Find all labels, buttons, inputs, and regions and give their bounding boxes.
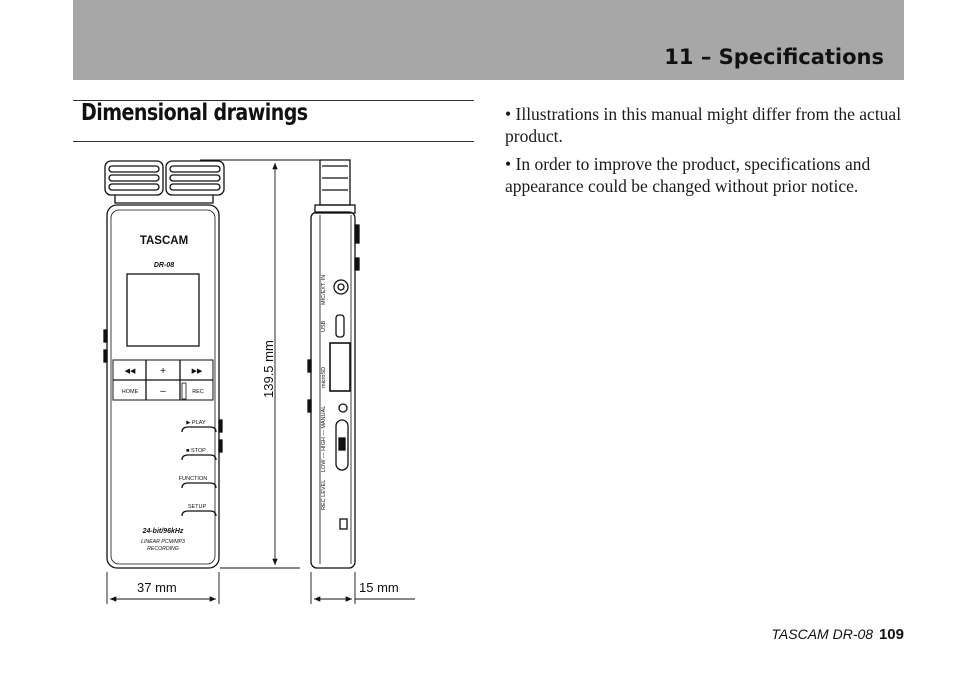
home-button: HOME [121, 389, 139, 395]
microphone-right-icon [166, 161, 224, 195]
microphone-left-icon [105, 161, 163, 195]
spec-line-1: 24-bit/96kHz [142, 528, 184, 535]
depth-dimension: 15 mm [359, 580, 399, 595]
low-high-manual-label: LOW — HIGH — MANUAL [321, 405, 327, 472]
spec-line-2: LINEAR PCM/MP3 [141, 539, 185, 545]
footer-brand: TASCAM DR-08 [771, 626, 874, 642]
play-button: ▶ PLAY [186, 420, 206, 426]
device-brand-label: TASCAM [139, 235, 189, 247]
mic-ext-in-label: MIC/EXT. IN [321, 274, 327, 305]
function-button: FUNCTION [178, 476, 208, 482]
side-body [311, 212, 355, 568]
micro-sd-label: microSD [321, 366, 327, 388]
prev-button: ◀◀ [124, 368, 136, 375]
device-model-label: DR-08 [153, 262, 175, 269]
note-item: • In order to improve the product, specifications and appearance could be changed without prior notice. [505, 154, 871, 196]
device-screen [127, 274, 199, 346]
minus-button: – [160, 386, 166, 397]
note-item: • Illustrations in this manual might differ from the actual product. [505, 104, 902, 146]
chapter-title: 11 – Specifications [664, 45, 884, 69]
section-title: Dimensional drawings [81, 100, 308, 126]
height-dimension: 139.5 mm [261, 340, 276, 398]
side-view [308, 160, 359, 568]
rec-level-label: REC LEVEL [321, 479, 327, 510]
spec-line-3: RECORDING [147, 546, 179, 552]
setup-button: SETUP [187, 504, 207, 510]
footer [771, 626, 904, 643]
next-button: ▶▶ [191, 368, 203, 375]
width-dimension: 37 mm [137, 580, 177, 595]
usb-label: USB [321, 320, 327, 332]
rec-button: REC [192, 389, 204, 395]
stop-button: ■ STOP [186, 448, 206, 454]
plus-button: + [160, 366, 166, 377]
page-number: 109 [878, 626, 904, 643]
